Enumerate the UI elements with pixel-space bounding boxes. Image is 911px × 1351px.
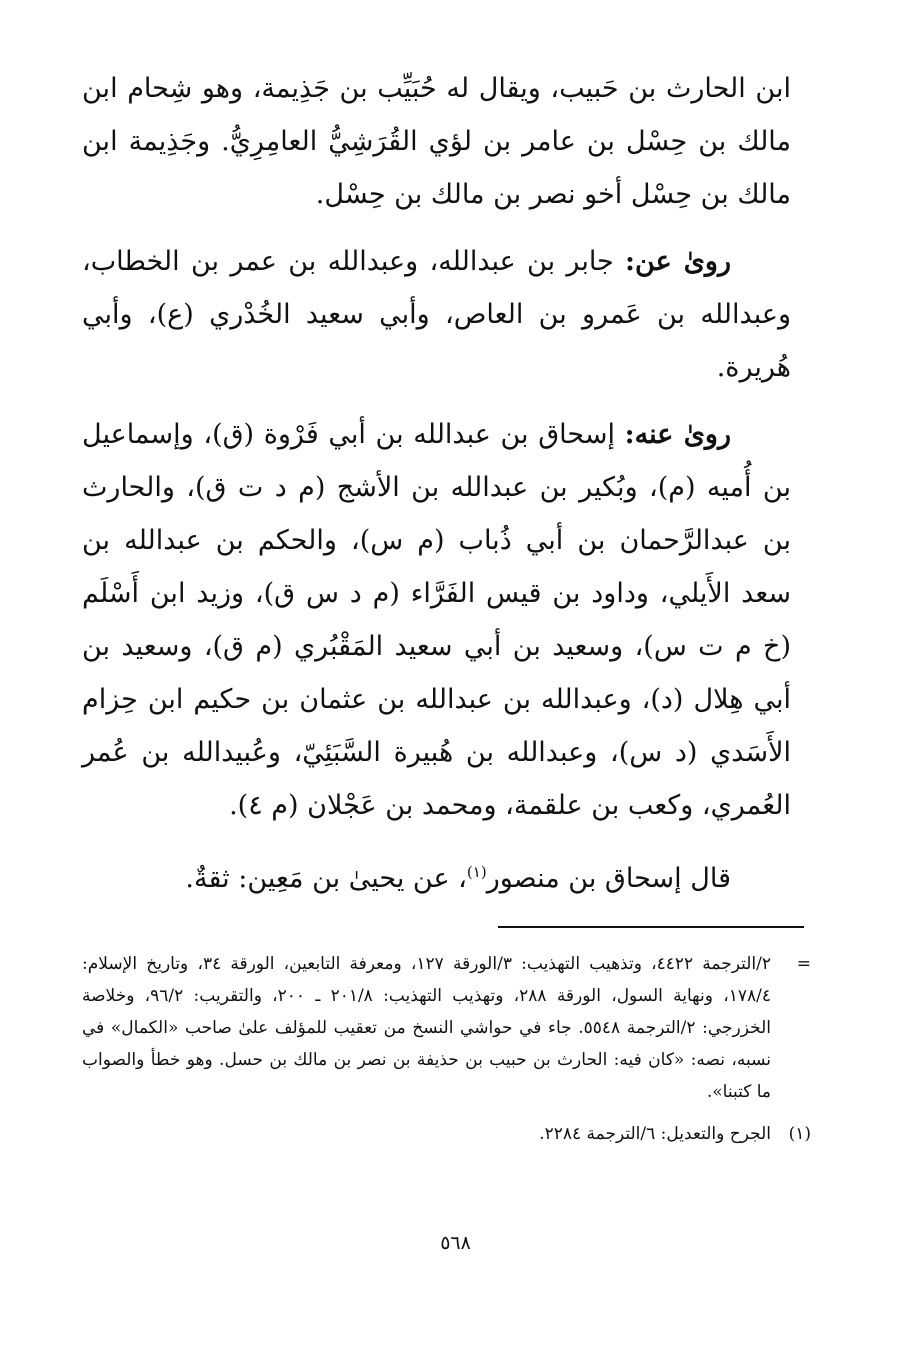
page-number: ٥٦٨ (440, 1232, 471, 1254)
grading-paragraph (82, 846, 791, 905)
grading-text-start: قال إسحاق بن منصور (486, 863, 731, 894)
narrated-from-text: جابر بن عبدالله، وعبدالله بن عمر بن الخطاب، وعبدالله بن عَمرو بن العاص، وأبي سعيد الخُدْري (ع)، وأبي هُريرة. (82, 246, 791, 383)
footnote-text: ٢/الترجمة ٤٤٢٢، وتذهيب التهذيب: ٣/الورقة ١٢٧، ومعرفة التابعين، الورقة ٣٤، وتاريخ الإسلام: ١٧٨/٤، ونهاية السول، الورقة ٢٨٨، وتهذيب التهذيب: ٢٠١/٨ ـ ٢٠٠، والتقريب: ٩٦/٢، وخلاصة الخزرجي: ٢/الترجمة ٥٥٤٨. جاء في حواشي النسخ من تعقيب للمؤلف علىٰ صاحب «الكمال» في نسبه، نصه: «كان فيه: الحارث بن حبيب بن حذيفة بن نصر بن مالك بن حسل. وهو خطأ والصواب ما كتبنا». (82, 954, 772, 1102)
footnote-text: الجرح والتعديل: ٦/الترجمة ٢٢٨٤. (539, 1124, 771, 1144)
footnote-marker: = (796, 954, 811, 974)
biography-paragraph: ابن الحارث بن حَبيب، ويقال له حُبَيِّب بن جَذِيمة، وهو شِحام ابن مالك بن حِسْل بن عامر بن لؤي القُرَشِيُّ العامِرِيُّ. وجَذِيمة ابن مالك بن حِسْل أخو نصر بن مالك بن حِسْل. (82, 73, 791, 210)
footnote-reference: (١) (466, 863, 487, 881)
footnote-marker: (١) (788, 1124, 811, 1144)
main-text (82, 62, 791, 919)
footnote-divider (498, 926, 804, 928)
narrated-from-paragraph (82, 235, 791, 394)
footnote-1 (82, 1118, 811, 1150)
grading-text-end: ، عن يحيىٰ بن مَعِين: ثقةٌ. (185, 863, 467, 894)
narrators-heading: روىٰ عنه: (624, 419, 732, 450)
narrators-text: إسحاق بن عبدالله بن أبي فَرْوة (ق)، وإسماعيل بن أُميه (م)، وبُكير بن عبدالله بن الأشج (م د ت ق)، والحارث بن عبدالرَّحمان بن أبي ذُباب (م س)، والحكم بن عبدالله بن سعد الأَيلي، وداود بن قيس الفَرَّاء (م د س ق)، وزيد ابن أَسْلَم (خ م ت س)، وسعيد بن أبي سعيد المَقْبُري (م ق)، وسعيد بن أبي هِلال (د)، وعبدالله بن عبدالله بن عثمان بن حكيم ابن حِزام الأَسَدي (د س)، وعبدالله بن هُبيرة السَّبَئِيّ، وعُبيدالله بن عُمر العُمري، وكعب بن علقمة، ومحمد بن عَجْلان (م ٤). (82, 419, 791, 821)
footnote-continued (82, 948, 811, 1108)
footnotes (82, 948, 811, 1160)
narrated-from-heading: روىٰ عن: (625, 246, 731, 277)
narrators-paragraph (82, 408, 791, 832)
